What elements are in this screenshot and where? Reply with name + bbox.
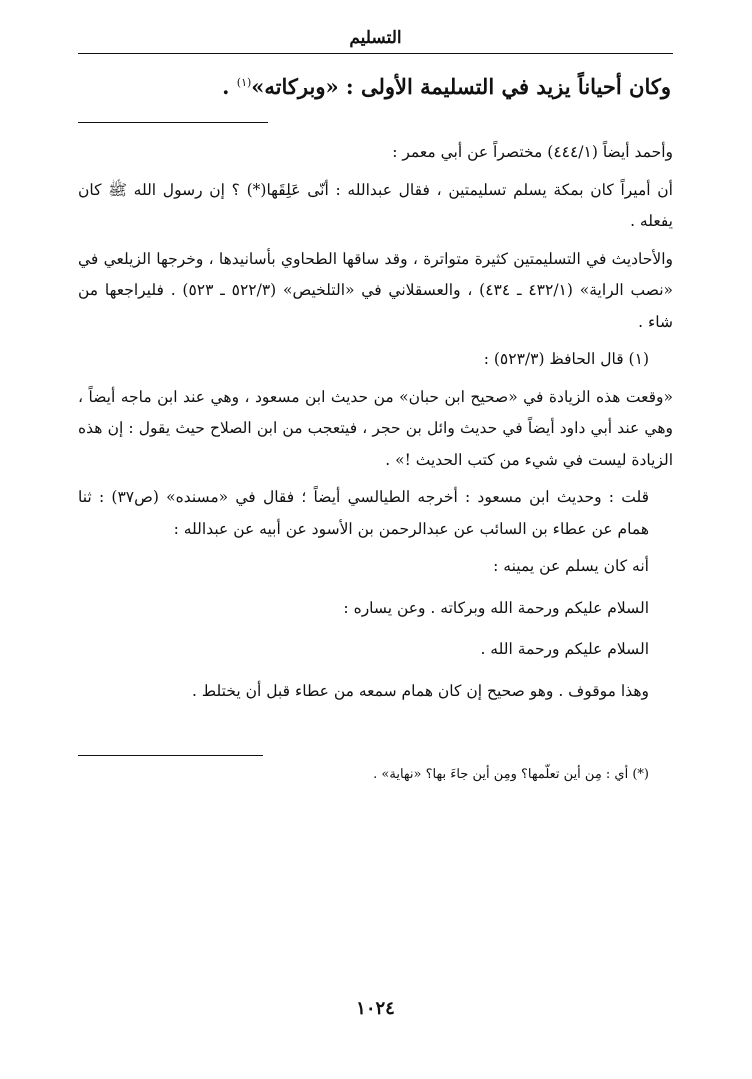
note-line-7: أنه كان يسلم عن يمينه : bbox=[493, 557, 649, 575]
note-line-6: قلت : وحديث ابن مسعود : أخرجه الطيالسي أيضاً ؛ فقال في «مسنده» (ص٣٧) : ثنا همام عن عطاء بن السائب عن عبدالرحمن بن الأسود عن أبيه عن عبدالله : bbox=[78, 488, 650, 538]
note-line-10: وهذا موقوف . وهو صحيح إن كان همام سمعه من عطاء قبل أن يختلط . bbox=[191, 681, 649, 700]
note-line-4: (١) قال الحافظ (٥٢٣/٣) : bbox=[483, 350, 649, 368]
note-line-2: أن أميراً كان بمكة يسلم تسليمتين ، فقال عبدالله : أنّى عَلِقَها(*) ؟ إن رسول الله ﷺ كان يفعله . bbox=[78, 180, 673, 230]
footnote-separator bbox=[78, 755, 263, 756]
main-text-end: . bbox=[222, 74, 230, 99]
main-text-body: وكان أحياناً يزيد في التسليمة الأولى : «وبركاته» bbox=[251, 74, 671, 99]
notes-section bbox=[78, 137, 673, 707]
note-line-5: «وقعت هذه الزيادة في «صحيح ابن حبان» من حديث ابن مسعود ، وهي عند ابن ماجه أيضاً ، وهي عند أبي داود أيضاً في حديث وائل بن حجر ، فيتعجب من ابن الصلاح حيث يقول : إن هذه الزيادة ليست في شيء من كتب الحديث !» . bbox=[78, 387, 673, 469]
notes-separator bbox=[78, 122, 268, 123]
page-number: ١٠٢٤ bbox=[356, 998, 395, 1019]
book-page bbox=[78, 26, 673, 1056]
note-line-1: وأحمد أيضاً (٤٤٤/١) مختصراً عن أبي معمر : bbox=[392, 143, 673, 161]
running-header: التسليم bbox=[349, 28, 402, 48]
footnote-marker: (١) bbox=[236, 76, 252, 89]
header-rule bbox=[78, 53, 673, 54]
note-line-3: والأحاديث في التسليمتين كثيرة متواترة ، وقد ساقها الطحاوي بأسانيدها ، وخرجها الزيلعي في «نصب الراية» (٤٣٢/١ ـ ٤٣٤) ، والعسقلاني في «التلخيص» (٥٢٢/٣ ـ ٥٢٣) . فليراجعها من شاء . bbox=[78, 249, 673, 331]
footnote: (*) أي : مِن أين تعلّمها؟ ومِن أين جاءَ بها؟ «نهاية» . bbox=[373, 767, 649, 782]
note-line-8: السلام عليكم ورحمة الله وبركاته . وعن يساره : bbox=[343, 598, 649, 617]
main-text bbox=[78, 68, 673, 102]
note-line-9: السلام عليكم ورحمة الله . bbox=[480, 640, 649, 658]
